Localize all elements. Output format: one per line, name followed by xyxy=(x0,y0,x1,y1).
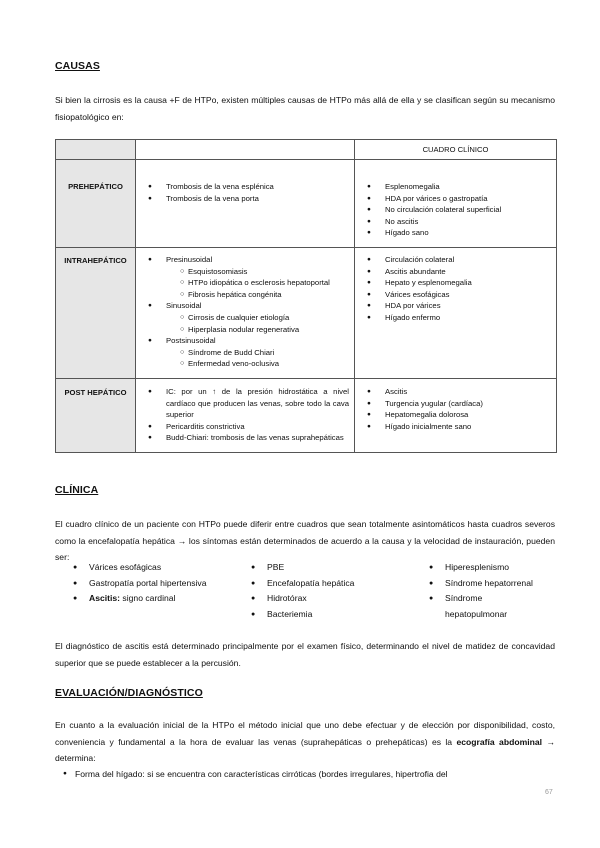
list-item xyxy=(140,300,349,335)
list-item xyxy=(140,335,349,370)
list-item: ● Hidrotórax xyxy=(245,591,415,607)
ascitis-paragraph: El diagnóstico de ascitis está determinado principalmente por el examen físico, determinando el nivel de matidez de concavidad superior que se puede establecer a la percusión. xyxy=(55,641,555,668)
evaluacion-heading: EVALUACIÓN/DIAGNÓSTICO xyxy=(55,687,203,699)
list-item: ● Trombosis de la vena esplénica xyxy=(140,181,349,193)
group-name: Presinusoidal xyxy=(166,254,213,264)
intro-bold: ecografía abdominal xyxy=(456,736,543,747)
page-number: 67 xyxy=(545,789,553,796)
list-item: ● Gastropatía portal hipertensiva xyxy=(67,576,207,592)
clinica-heading: CLÍNICA xyxy=(55,484,99,496)
list-item: ● Várices esofágicas xyxy=(67,560,237,576)
clinical-cell xyxy=(355,378,557,452)
group-name: Postsinusoidal xyxy=(166,336,216,346)
header-empty-cell xyxy=(136,140,355,160)
sub-item: ○ HTPo idiopática o esclerosis hepatoportal xyxy=(140,277,349,289)
list-item: ● Síndrome hepatopulmonar xyxy=(423,591,535,622)
list-item: ● Ascitis xyxy=(359,386,551,398)
row-label: INTRAHEPÁTICO xyxy=(56,247,136,378)
list-item: ● Esplenomegalia xyxy=(359,181,551,193)
ascitis-text: signo cardinal xyxy=(120,593,176,603)
list-item xyxy=(140,254,349,300)
list-item xyxy=(67,591,237,607)
list-item: ● Hígado inicialmente sano xyxy=(359,421,551,433)
clinical-cell xyxy=(355,160,557,248)
row-label: PREHEPÁTICO xyxy=(56,160,136,248)
list-item: ● Hígado enfermo xyxy=(359,312,551,324)
sub-item: ○ Esquistosomiasis xyxy=(140,266,349,278)
list-item: ● Hiperesplenismo xyxy=(423,560,558,576)
list-item: ● Hepatomegalia dolorosa xyxy=(359,409,551,421)
evaluacion-intro xyxy=(55,717,555,767)
list-item: ● No ascitis xyxy=(359,216,551,228)
list-item: ● Budd-Chiari: trombosis de las venas suprahepáticas xyxy=(140,432,349,444)
list-item: ● Síndrome hepatorrenal xyxy=(423,576,558,592)
causas-intro: Si bien la cirrosis es la causa +F de HTPo, existen múltiples causas de HTPo más allá de ella y se clasifican según su mecanismo fisiopatológico en: xyxy=(55,95,555,122)
list-item: ● Pericarditis constrictiva xyxy=(140,421,349,433)
list-item: ● HDA por várices o gastropatía xyxy=(359,193,551,205)
list-item: ● PBE xyxy=(245,560,415,576)
intro-text-after: → determina: xyxy=(55,736,555,763)
group-name: Sinusoidal xyxy=(166,301,202,311)
list-item: ● Trombosis de la vena porta xyxy=(140,193,349,205)
row-label: POST HEPÁTICO xyxy=(56,378,136,452)
list-item: ● IC: por un ↑ de la presión hidrostática a nivel cardíaco que producen las venas, sobre todo la cava superior xyxy=(140,386,349,421)
list-item: ● Várices esofágicas xyxy=(359,289,551,301)
table-row-posthepatico xyxy=(56,378,557,452)
symptoms-column-2 xyxy=(245,560,415,622)
list-item: ● Turgencia yugular (cardíaca) xyxy=(359,398,551,410)
sub-item: ○ Hiperplasia nodular regenerativa xyxy=(140,324,349,336)
list-item: ● Circulación colateral xyxy=(359,254,551,266)
list-item: ● Hepato y esplenomegalia xyxy=(359,277,551,289)
sub-item: ○ Fibrosis hepática congénita xyxy=(140,289,349,301)
list-item: ● Forma del hígado: si se encuentra con características cirróticas (bordes irregulares, hipertrofia del xyxy=(55,766,555,783)
clinical-cell xyxy=(355,247,557,378)
list-item: ● Ascitis abundante xyxy=(359,266,551,278)
list-item: ● Bacteriemia xyxy=(245,607,415,623)
symptoms-column-3 xyxy=(423,560,558,622)
clinica-intro: El cuadro clínico de un paciente con HTPo puede diferir entre cuadros que sean totalmente asintomáticos hasta cuadros severos como la encefalopatía hepática → los síntomas están determinados de acuerdo a la causa y la velocidad de instauración, pueden ser: xyxy=(55,519,555,562)
evaluacion-list xyxy=(55,766,555,783)
intro-text: En cuanto a la evaluación inicial de la HTPo el método inicial que uno debe efectuar y de elección por disponibilidad, costo, conveniencia y fundamental a la hora de evaluar las venas (suprahepáticas o prehepáticas) es la xyxy=(55,720,555,747)
symptoms-column-1 xyxy=(67,560,237,607)
sub-item: ○ Cirrosis de cualquier etiología xyxy=(140,312,349,324)
list-item: ● Hígado sano xyxy=(359,227,551,239)
causas-heading: CAUSAS xyxy=(55,60,100,72)
list-item: ● HDA por várices xyxy=(359,300,551,312)
header-empty-cell xyxy=(56,140,136,160)
sub-item: ○ Síndrome de Budd Chiari xyxy=(140,347,349,359)
ascitis-label: Ascitis: xyxy=(89,593,121,603)
causes-cell xyxy=(136,160,355,248)
table-row-intrahepatico xyxy=(56,247,557,378)
list-item: ● Encefalopatía hepática xyxy=(245,576,415,592)
causes-cell xyxy=(136,247,355,378)
list-item: ● No circulación colateral superficial xyxy=(359,204,551,216)
causes-table xyxy=(55,139,557,453)
causes-cell xyxy=(136,378,355,452)
table-row-prehepatico xyxy=(56,160,557,248)
header-clinical: CUADRO CLÍNICO xyxy=(355,140,557,160)
table-header-row xyxy=(56,140,557,160)
sub-item: ○ Enfermedad veno-oclusiva xyxy=(140,358,349,370)
